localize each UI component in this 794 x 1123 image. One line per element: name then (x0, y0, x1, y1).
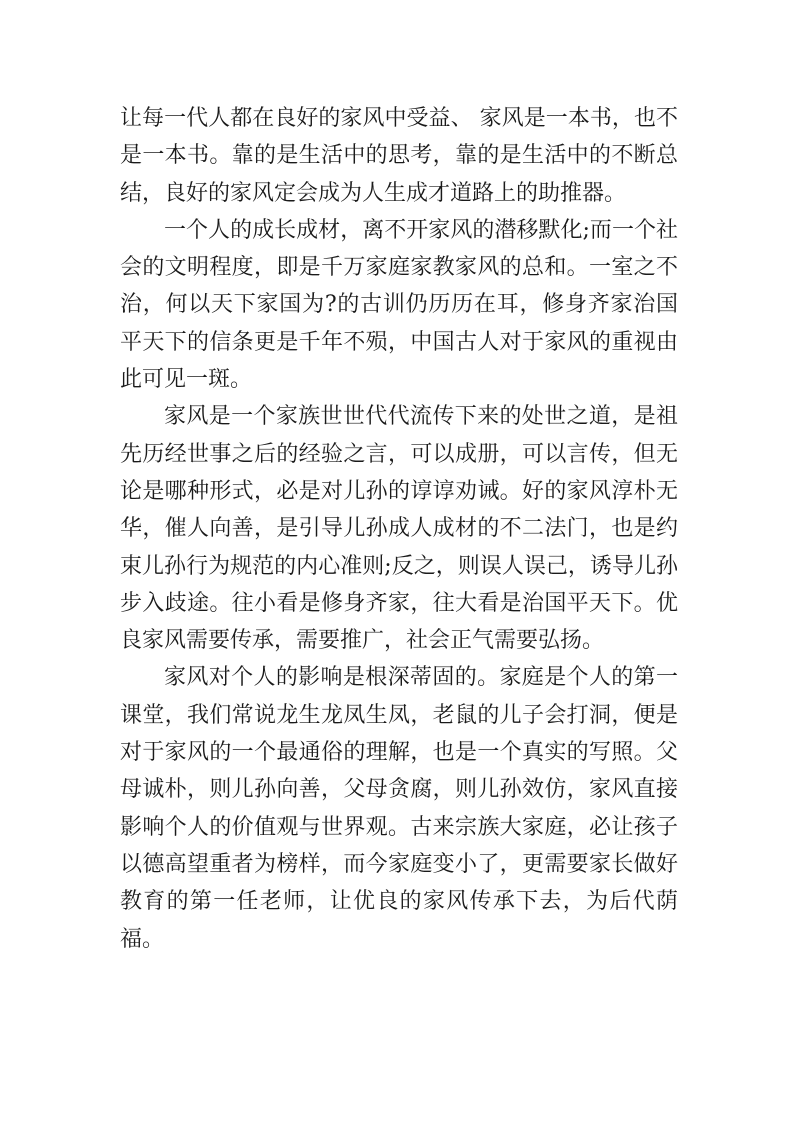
paragraph-2: 一个人的成长成材，离不开家风的潜移默化;而一个社会的文明程度，即是千万家庭家教家风的总和。一室之不治，何以天下家国为?的古训仍历历在耳，修身齐家治国平天下的信条更是千年不殒，中国古人对于家风的重视由此可见一斑。 (120, 217, 678, 393)
document-body (120, 100, 678, 958)
paragraph-1: 让每一代人都在良好的家风中受益、 家风是一本书，也不是一本书。靠的是生活中的思考，靠的是生活中的不断总结，良好的家风定会成为人生成才道路上的助推器。 (120, 106, 678, 206)
paragraph-4: 家风对个人的影响是根深蒂固的。家庭是个人的第一课堂，我们常说龙生龙凤生凤，老鼠的儿子会打洞，便是对于家风的一个最通俗的理解，也是一个真实的写照。父母诚朴，则儿孙向善，父母贪腐，则儿孙效仿，家风直接影响个人的价值观与世界观。古来宗族大家庭，必让孩子以德高望重者为榜样，而今家庭变小了，更需要家长做好教育的第一任老师，让优良的家风传承下去，为后代荫福。 (120, 665, 678, 952)
paragraph-3: 家风是一个家族世世代代流传下来的处世之道，是祖先历经世事之后的经验之言，可以成册，可以言传，但无论是哪种形式，必是对儿孙的谆谆劝诫。好的家风淳朴无华，催人向善，是引导儿孙成人成材的不二法门，也是约束儿孙行为规范的内心准则;反之，则误人误己，诱导儿孙步入歧途。往小看是修身齐家，往大看是治国平天下。优良家风需要传承，需要推广，社会正气需要弘扬。 (120, 404, 678, 654)
